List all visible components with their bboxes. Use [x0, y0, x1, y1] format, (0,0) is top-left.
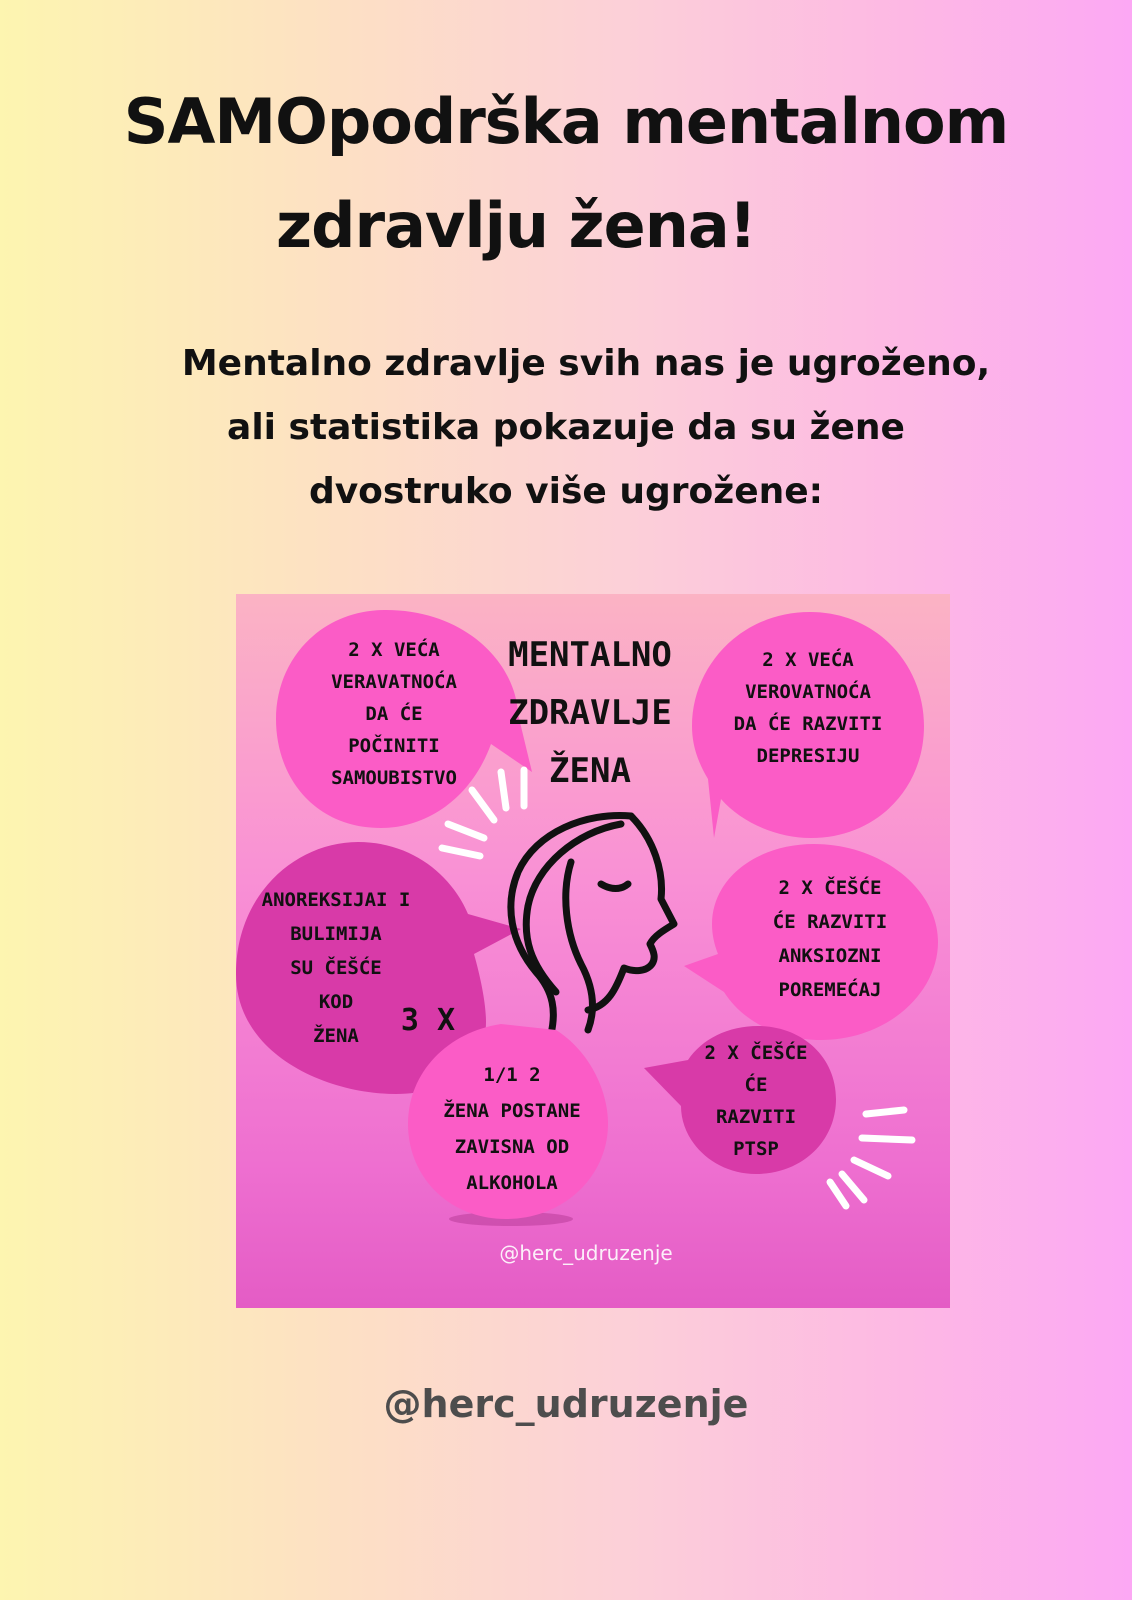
- title-line-1: SAMOpodrška mentalnom: [123, 85, 1009, 158]
- bubble-eating-line-5: ŽENA: [313, 1025, 359, 1047]
- bubble-suicide-line-5: SAMOUBISTVO: [331, 767, 457, 789]
- bubble-eating-line-4: KOD: [318, 991, 354, 1013]
- bubble-ptsd-line-2: ĆE: [744, 1074, 768, 1096]
- bubble-alcohol-line-1: 1/1 2: [483, 1064, 541, 1086]
- subtitle-line-2: ali statistika pokazuje da su žene: [227, 407, 905, 448]
- bubble-anxiety-line-2: ĆE RAZVITI: [772, 911, 888, 933]
- subtitle-line-3: dvostruko više ugrožene:: [308, 471, 824, 512]
- bubble-alcohol-line-4: ALKOHOLA: [466, 1172, 558, 1194]
- title-line-2: zdravlju žena!: [276, 189, 756, 262]
- bubble-suicide: [276, 610, 532, 828]
- bubble-suicide-line-2: VERAVATNOĆA: [331, 671, 457, 693]
- bubble-suicide-line-1: 2 X VEĆA: [348, 639, 440, 661]
- bubble-eating-line-1: ANOREKSIJAI I: [261, 889, 411, 911]
- infographic-watermark: @herc_udruzenje: [499, 1241, 673, 1265]
- bubble-eating-badge: 3 X: [400, 1003, 456, 1038]
- bubble-alcohol-line-2: ŽENA POSTANE: [443, 1100, 581, 1122]
- footer-handle: @herc_udruzenje: [383, 1382, 749, 1426]
- heading-line-2: ZDRAVLJE: [508, 693, 672, 733]
- bubble-depression-line-3: DA ĆE RAZVITI: [733, 713, 883, 735]
- subtitle-line-1: Mentalno zdravlje svih nas je ugroženo,: [181, 343, 991, 384]
- bubble-alcohol: [408, 1024, 608, 1226]
- bubble-anxiety: [684, 844, 938, 1040]
- bubble-ptsd: [644, 1026, 836, 1174]
- subtitle: [0, 332, 1132, 524]
- infographic-heading: [508, 635, 672, 791]
- bubble-depression-line-1: 2 X VEĆA: [762, 649, 854, 671]
- woman-profile-icon: [511, 815, 674, 1034]
- sparkle-lines-icon-2: [830, 1110, 912, 1206]
- bubble-eating-line-3: SU ČEŠĆE: [290, 957, 382, 979]
- heading-line-3: ŽENA: [549, 751, 631, 791]
- bubble-depression-line-2: VEROVATNOĆA: [745, 681, 871, 703]
- infographic-svg: [236, 594, 950, 1308]
- bubble-suicide-line-3: DA ĆE: [365, 703, 423, 725]
- bubble-ptsd-line-1: 2 X ČEŠĆE: [704, 1042, 808, 1064]
- heading-line-1: MENTALNO: [508, 635, 672, 675]
- bubble-ptsd-line-4: PTSP: [733, 1138, 779, 1160]
- bubble-anxiety-line-1: 2 X ČEŠĆE: [778, 877, 882, 899]
- bubble-suicide-line-4: POČINITI: [348, 735, 440, 757]
- bubble-anxiety-line-4: POREMEĆAJ: [778, 979, 882, 1001]
- bubble-depression: [692, 612, 924, 838]
- bubble-depression-line-4: DEPRESIJU: [756, 745, 860, 767]
- bubble-anxiety-line-3: ANKSIOZNI: [778, 945, 882, 967]
- bubble-eating-line-2: BULIMIJA: [290, 923, 382, 945]
- page-title: [0, 70, 1132, 278]
- bubble-ptsd-line-3: RAZVITI: [715, 1106, 797, 1128]
- infographic-panel: [236, 594, 950, 1308]
- bubble-alcohol-line-3: ZAVISNA OD: [454, 1136, 570, 1158]
